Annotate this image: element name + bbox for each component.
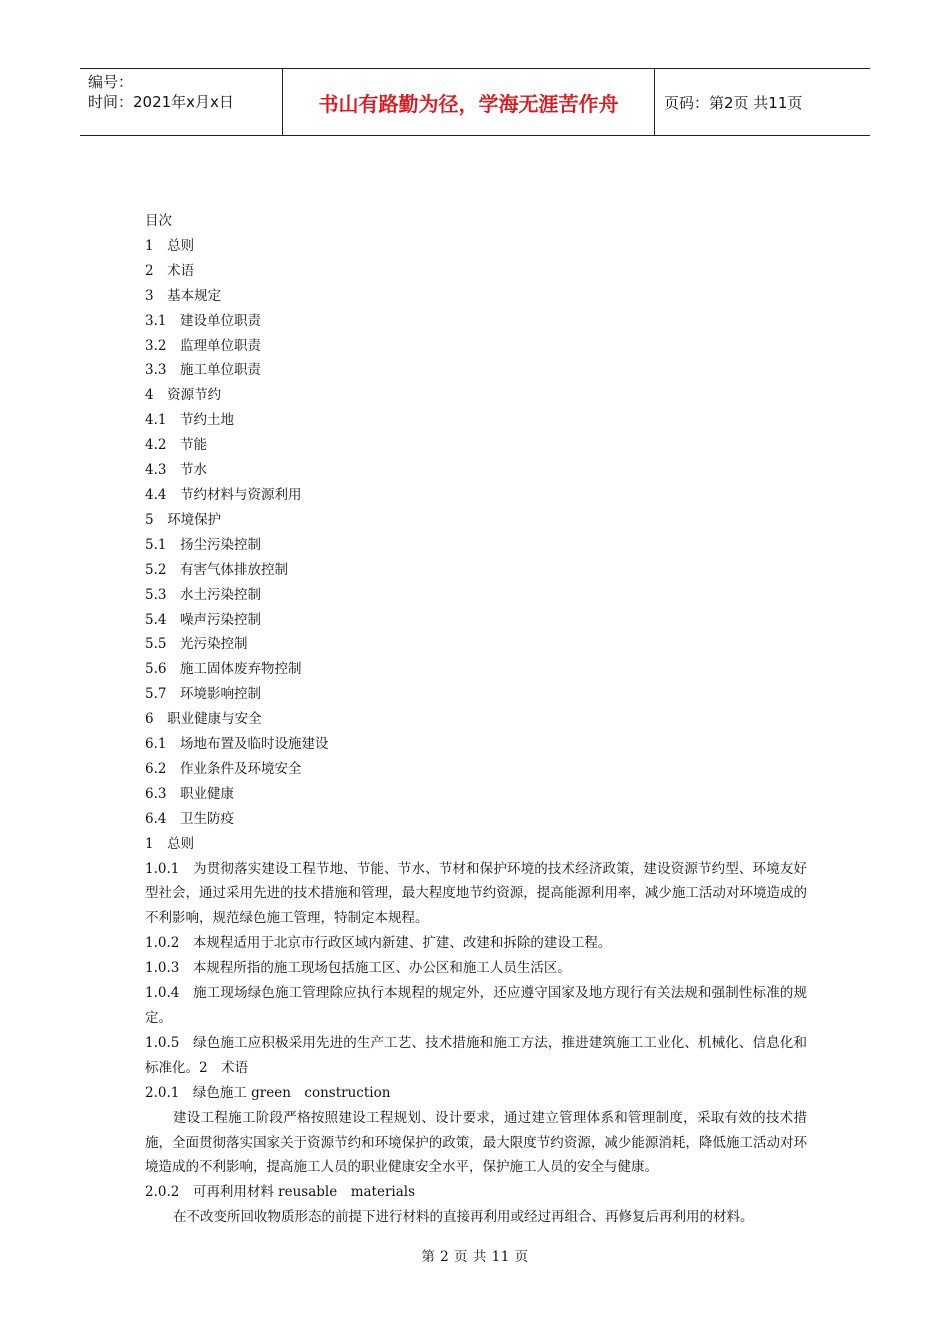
- toc-item: 3 基本规定: [145, 287, 222, 304]
- toc-item: 1 总则: [145, 237, 195, 254]
- paragraph-1-0-1: 1.0.1 为贯彻落实建设工程节地、节能、节水、节材和保护环境的技术经济政策，建设资源节约型、环境友好型社会，通过采用先进的技术措施和管理，最大程度地节约资源，提高能源利用率，减少施工活动对环境造成的不利影响，规范绿色施工管理，特制定本规程。: [145, 860, 807, 927]
- page-footer: 第 2 页 共 11 页: [421, 1249, 529, 1265]
- toc-item: 2 术语: [145, 262, 195, 279]
- term-heading-2-0-2: 2.0.2 可再利用材料 reusable materials: [145, 1184, 416, 1201]
- term-heading-2-0-1: 2.0.1 绿色施工 green construction: [145, 1084, 391, 1101]
- header-meta: [80, 69, 282, 135]
- toc-item: 3.2 监理单位职责: [145, 337, 261, 354]
- toc-item: 5.5 光污染控制: [145, 636, 248, 653]
- toc-item: 5 环境保护: [145, 511, 222, 528]
- document-date-label: 时间：2021年x月x日: [88, 93, 234, 111]
- toc-item: 4.1 节约土地: [145, 412, 234, 429]
- toc-item: 3.3 施工单位职责: [145, 362, 261, 379]
- toc-item: 6.3 职业健康: [145, 785, 234, 802]
- toc-title: 目次: [145, 213, 172, 229]
- toc-item: 5.4 噪声污染控制: [145, 611, 261, 628]
- section-heading: 1 总则: [145, 835, 195, 852]
- toc-item: 5.7 环境影响控制: [145, 686, 261, 703]
- toc-item: 3.1 建设单位职责: [145, 312, 261, 329]
- toc-list: [145, 234, 807, 832]
- term-definition-2-0-2: 在不改变所回收物质形态的前提下进行材料的直接再利用或经过再组合、再修复后再利用的材料。: [173, 1209, 754, 1226]
- toc-item: 4.2 节能: [145, 437, 207, 454]
- toc-item: 5.6 施工固体废弃物控制: [145, 661, 302, 678]
- paragraph-1-0-5: 1.0.5 绿色施工应积极采用先进的生产工艺、技术措施和施工方法，推进建筑施工工业化、机械化、信息化和标准化。2 术语: [145, 1034, 807, 1076]
- document-content: [145, 209, 807, 1230]
- header-motto: 书山有路勤为径，学海无涯苦作舟: [282, 69, 655, 135]
- paragraph-1-0-3: 1.0.3 本规程所指的施工现场包括施工区、办公区和施工人员生活区。: [145, 960, 571, 977]
- document-number-label: 编号：: [88, 73, 134, 91]
- toc-item: 5.2 有害气体排放控制: [145, 561, 288, 578]
- page-header: [80, 68, 870, 136]
- toc-item: 4 资源节约: [145, 387, 222, 404]
- toc-item: 5.1 扬尘污染控制: [145, 536, 261, 553]
- header-page-label: 页码：第2页 共11页: [664, 93, 803, 112]
- term-definition-2-0-1: 建设工程施工阶段严格按照建设工程规划、设计要求，通过建立管理体系和管理制度，采取有效的技术措施，全面贯彻落实国家关于资源节约和环境保护的政策，最大限度节约资源，减少能源消耗，降低施工活动对环境造成的不利影响，提高施工人员的职业健康安全水平，保护施工人员的安全与健康。: [145, 1109, 807, 1176]
- toc-item: 4.4 节约材料与资源利用: [145, 486, 302, 503]
- toc-item: 6.4 卫生防疫: [145, 810, 234, 827]
- toc-item: 6 职业健康与安全: [145, 711, 262, 728]
- toc-item: 5.3 水土污染控制: [145, 586, 261, 603]
- toc-item: 6.1 场地布置及临时设施建设: [145, 736, 329, 753]
- toc-item: 6.2 作业条件及环境安全: [145, 760, 302, 777]
- paragraph-1-0-2: 1.0.2 本规程适用于北京市行政区域内新建、扩建、改建和拆除的建设工程。: [145, 935, 612, 952]
- toc-item: 4.3 节水: [145, 462, 207, 479]
- paragraph-1-0-4: 1.0.4 施工现场绿色施工管理除应执行本规程的规定外，还应遵守国家及地方现行有关法规和强制性标准的规定。: [145, 985, 807, 1026]
